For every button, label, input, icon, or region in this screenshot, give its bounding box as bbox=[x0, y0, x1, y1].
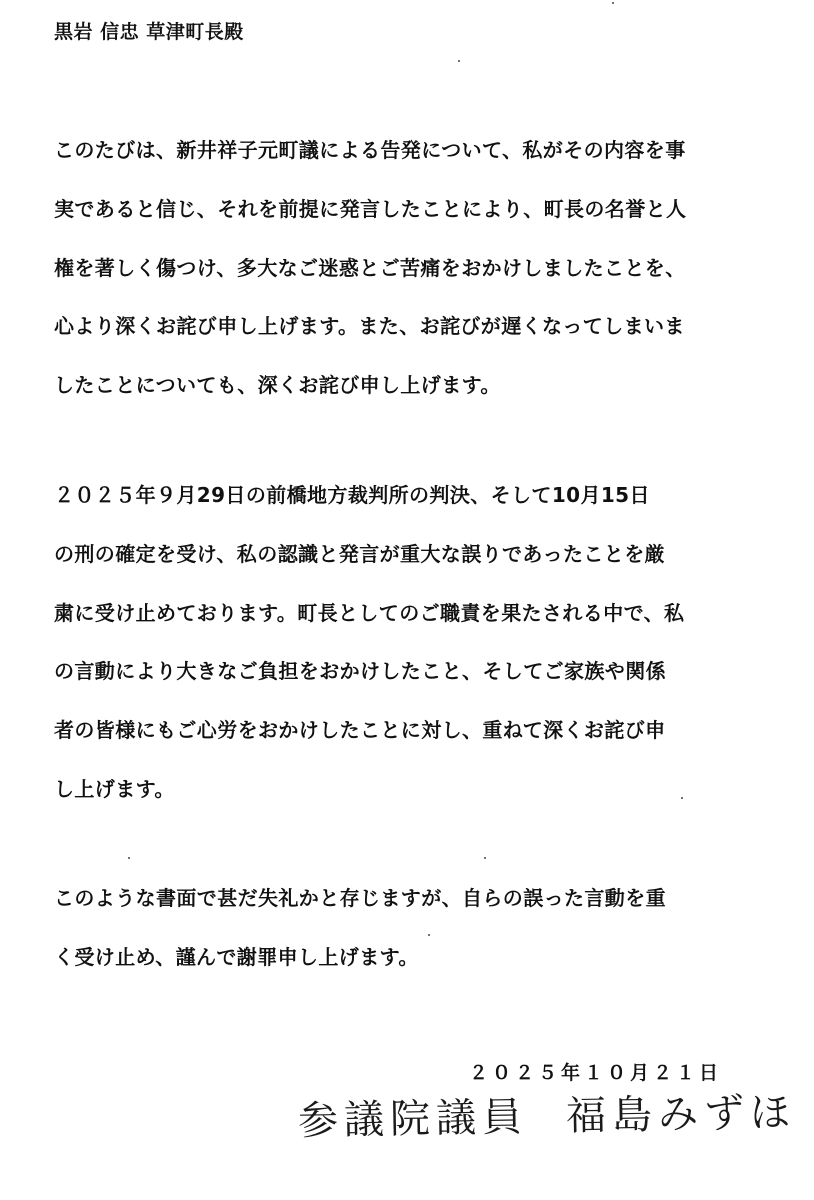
text-line: の言動により大きなご負担をおかけしたこと、そしてご家族や関係 bbox=[54, 659, 666, 684]
scan-speck bbox=[458, 60, 460, 62]
text-line: このたびは、新井祥子元町議による告発について、私がその内容を事 bbox=[54, 138, 686, 162]
scan-speck bbox=[612, 2, 614, 4]
scan-speck bbox=[428, 934, 430, 936]
text-line: 者の皆様にもご心労をおかけしたことに対し、重ねて深くお詫び申 bbox=[54, 718, 666, 743]
text-line: の刑の確定を受け、私の認識と発言が重大な誤りであったことを厳 bbox=[54, 541, 665, 566]
text-line: し上げます。 bbox=[54, 776, 175, 801]
text-line: このような書面で甚だ失礼かと存じますが、自らの誤った言動を重 bbox=[54, 886, 666, 910]
signature-title: 参議院議員 bbox=[297, 1094, 529, 1145]
apology-paragraph-3 bbox=[54, 869, 734, 987]
scan-speck bbox=[128, 857, 130, 859]
scan-speck bbox=[681, 797, 683, 799]
apology-paragraph-1 bbox=[54, 121, 734, 415]
text-line: 権を著しく傷つけ、多大なご迷惑とご苦痛をおかけしましたことを、 bbox=[54, 255, 686, 280]
apology-paragraph-2 bbox=[54, 466, 734, 819]
text-line: ２０２５年９月29日の前橋地方裁判所の判決、そして10月15日 bbox=[54, 483, 650, 507]
text-line: く受け止め、謹んで謝罪申し上げます。 bbox=[54, 944, 419, 969]
signature-name: 福島みずほ bbox=[565, 1089, 797, 1140]
text-line: 心より深くお詫び申し上げます。また、お詫びが遅くなってしまいま bbox=[54, 314, 685, 339]
text-line: 実であると信じ、それを前提に発言したことにより、町長の名誉と人 bbox=[54, 196, 687, 221]
text-line: したことについても、深くお詫び申し上げます。 bbox=[54, 373, 501, 398]
scan-speck bbox=[484, 857, 486, 859]
handwritten-signature bbox=[297, 1078, 796, 1157]
addressee-line: 黒岩 信忠 草津町長殿 bbox=[54, 21, 244, 43]
text-line: 粛に受け止めております。町長としてのご職責を果たされる中で、私 bbox=[54, 600, 685, 625]
letter-date: ２０２５年１０月２１日 bbox=[468, 1062, 722, 1084]
